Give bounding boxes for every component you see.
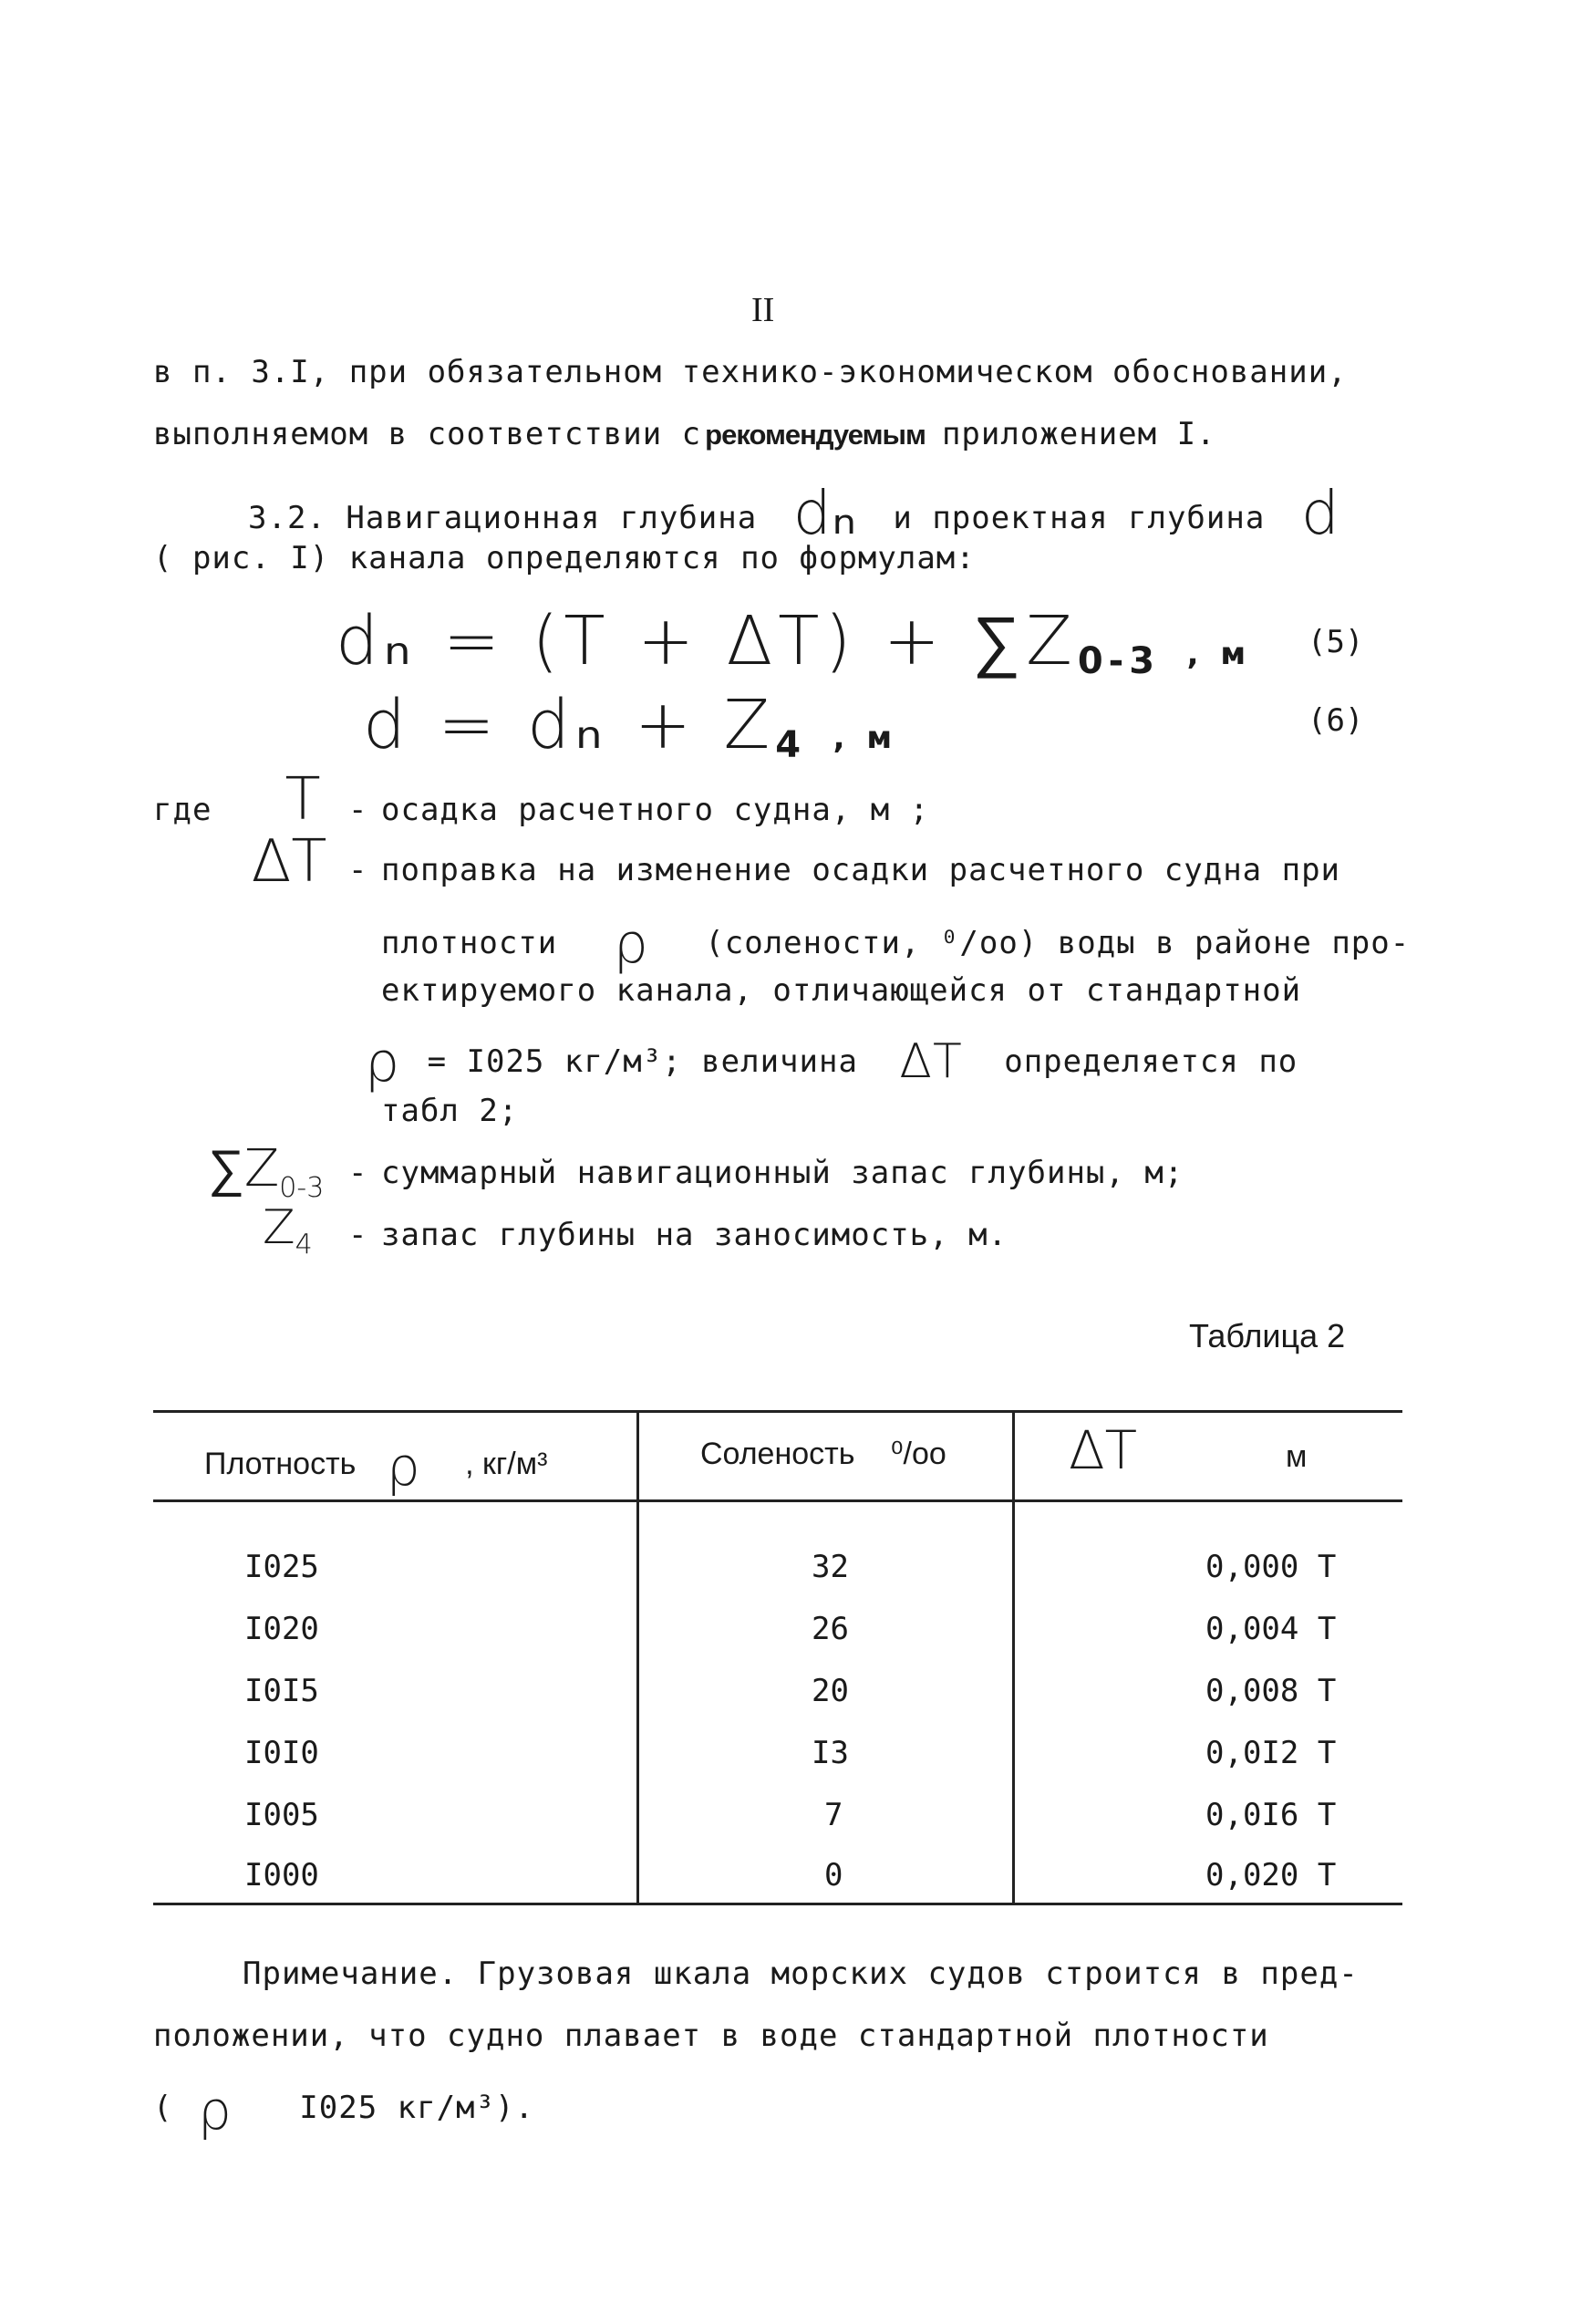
- symbol-rho: ρ: [613, 912, 649, 976]
- def-text-deltaT-salinity: (солености, ⁰/оо) воды в районе про-: [705, 925, 1411, 961]
- note-line-2: положении, что судно плавает в воде стандартной плотности: [153, 2018, 1269, 2054]
- handwritten-insert: рекомендуемым: [705, 419, 926, 451]
- table-cell-r2-salinity: 26: [812, 1611, 849, 1647]
- table-cell-r6-delta: 0,020 T: [1205, 1857, 1337, 1893]
- formula-5-unit: , м: [1186, 636, 1252, 672]
- header-density-unit: , кг/м³: [465, 1447, 548, 1481]
- header-density-label: Плотность: [204, 1447, 357, 1481]
- table-cell-r5-salinity: 7: [824, 1797, 843, 1833]
- paragraph-2-line-2: ( рис. I) канала определяются по формулам:: [153, 540, 976, 576]
- def-text-Z4: запас глубины на заносимость, м.: [381, 1217, 1008, 1253]
- def-dash-2: -: [348, 852, 368, 888]
- table-cell-r1-delta: 0,000 T: [1205, 1549, 1337, 1585]
- formula-6-sub: 4: [775, 724, 807, 766]
- table-cell-r3-delta: 0,008 T: [1205, 1673, 1337, 1709]
- formula-6-rhs: = dₙ + Z: [438, 686, 776, 764]
- table-cell-r3-density: I0I5: [244, 1673, 319, 1709]
- table-cell-r5-delta: 0,0I6 T: [1205, 1797, 1337, 1833]
- formula-6-lhs: d: [363, 686, 411, 764]
- def-symbol-sumZ-main: ∑Z: [208, 1139, 280, 1198]
- table-header-rule: [153, 1499, 1402, 1502]
- header-deltaT: ΔT: [1069, 1419, 1138, 1481]
- table-cell-r3-salinity: 20: [812, 1673, 849, 1709]
- header-salinity: [700, 1436, 946, 1472]
- table-cell-r5-density: I005: [244, 1797, 319, 1833]
- note-line-3: [153, 2080, 534, 2142]
- table-cell-r6-salinity: 0: [824, 1857, 843, 1893]
- def-dash-3: -: [348, 1155, 368, 1191]
- def-symbol-Z4-main: Z: [263, 1200, 295, 1255]
- formula-5-number: (5): [1308, 624, 1364, 660]
- def-text-deltaT-line-1: поправка на изменение осадки расчетного судна при: [381, 852, 1341, 888]
- symbol-d: d: [1300, 478, 1340, 548]
- table-bottom-rule: [153, 1903, 1402, 1905]
- table-cell-r4-salinity: I3: [812, 1735, 849, 1771]
- table-cell-r2-density: I020: [244, 1611, 319, 1647]
- def-symbol-Z4: [263, 1200, 313, 1261]
- def-text-sumZ: суммарный навигационный запас глубины, м;: [381, 1155, 1184, 1191]
- paragraph-1-line-2-text-a: выполняемом в соответствии с: [153, 416, 702, 452]
- table-cell-r1-salinity: 32: [812, 1549, 849, 1585]
- def-text-deltaT-line-4: [365, 1031, 1298, 1095]
- table-col-divider-1: [636, 1412, 639, 1903]
- symbol-deltaT-inline: ΔT: [899, 1034, 963, 1089]
- def-text-deltaT-standard: = I025 кг/м³; величина: [427, 1043, 858, 1080]
- formula-6-number: (6): [1308, 702, 1364, 739]
- where-label: где: [153, 792, 212, 828]
- table-cell-r2-delta: 0,004 T: [1205, 1611, 1337, 1647]
- def-symbol-T: T: [284, 766, 321, 834]
- formula-5: [336, 602, 1251, 682]
- def-symbol-sumZ: [208, 1138, 324, 1204]
- table-cell-r4-delta: 0,0I2 T: [1205, 1735, 1337, 1771]
- symbol-rho-2: ρ: [365, 1031, 401, 1095]
- def-text-deltaT-line-5: табл 2;: [381, 1093, 519, 1129]
- symbol-dn: dₙ: [792, 478, 857, 548]
- note-rho-symbol: ρ: [197, 2080, 233, 2142]
- formula-5-lhs: dₙ: [336, 602, 417, 680]
- page-number: II: [751, 291, 775, 329]
- table-col-divider-2: [1012, 1412, 1015, 1903]
- def-symbol-Z4-sub: 4: [295, 1229, 313, 1261]
- header-density: [204, 1436, 547, 1498]
- paragraph-2-mid: и проектная глубина: [893, 500, 1266, 536]
- header-unit-m: м: [1286, 1439, 1308, 1474]
- def-text-deltaT-line-3: ектируемого канала, отличающейся от стандартной: [381, 972, 1302, 1009]
- def-symbol-sumZ-sub: 0-3: [279, 1172, 325, 1205]
- paragraph-1-line-1: в п. 3.I, при обязательном технико-экономическом обосновании,: [153, 354, 1348, 390]
- note-open-paren: (: [153, 2090, 173, 2126]
- formula-6-unit: , м: [833, 720, 898, 756]
- table-top-rule-double: [153, 1412, 1402, 1413]
- note-line-1: Примечание. Грузовая шкала морских судов строится в пред-: [243, 1956, 1359, 1992]
- formula-6: [363, 686, 897, 766]
- formula-5-rhs: = (T + ΔT) + ∑Z: [443, 602, 1078, 680]
- note-standard-density: I025 кг/м³).: [299, 2090, 534, 2126]
- paragraph-1-line-2-text-c: приложением I.: [941, 416, 1216, 452]
- paragraph-2-lead: 3.2. Навигационная глубина: [248, 500, 758, 536]
- header-rho-symbol: ρ: [386, 1436, 420, 1498]
- def-dash-1: -: [348, 792, 368, 828]
- paragraph-1-line-2: [153, 416, 1216, 452]
- table-cell-r4-density: I0I0: [244, 1735, 319, 1771]
- def-text-T: осадка расчетного судна, м ;: [381, 792, 930, 828]
- def-text-deltaT-density: плотности: [381, 925, 558, 961]
- def-text-deltaT-line-2: [381, 912, 1410, 976]
- formula-5-sub: 0-3: [1077, 640, 1161, 682]
- def-dash-4: -: [348, 1217, 368, 1253]
- table-cell-r1-density: I025: [244, 1549, 319, 1585]
- def-symbol-deltaT: ΔT: [251, 828, 327, 896]
- header-salinity-unit: ⁰/оо: [890, 1437, 946, 1471]
- header-salinity-label: Соленость: [700, 1437, 855, 1471]
- paragraph-2-line-1: [248, 478, 1340, 548]
- table-cell-r6-density: I000: [244, 1857, 319, 1893]
- def-text-deltaT-determined: определяется по: [1004, 1043, 1298, 1080]
- table-caption: Таблица 2: [1189, 1317, 1346, 1354]
